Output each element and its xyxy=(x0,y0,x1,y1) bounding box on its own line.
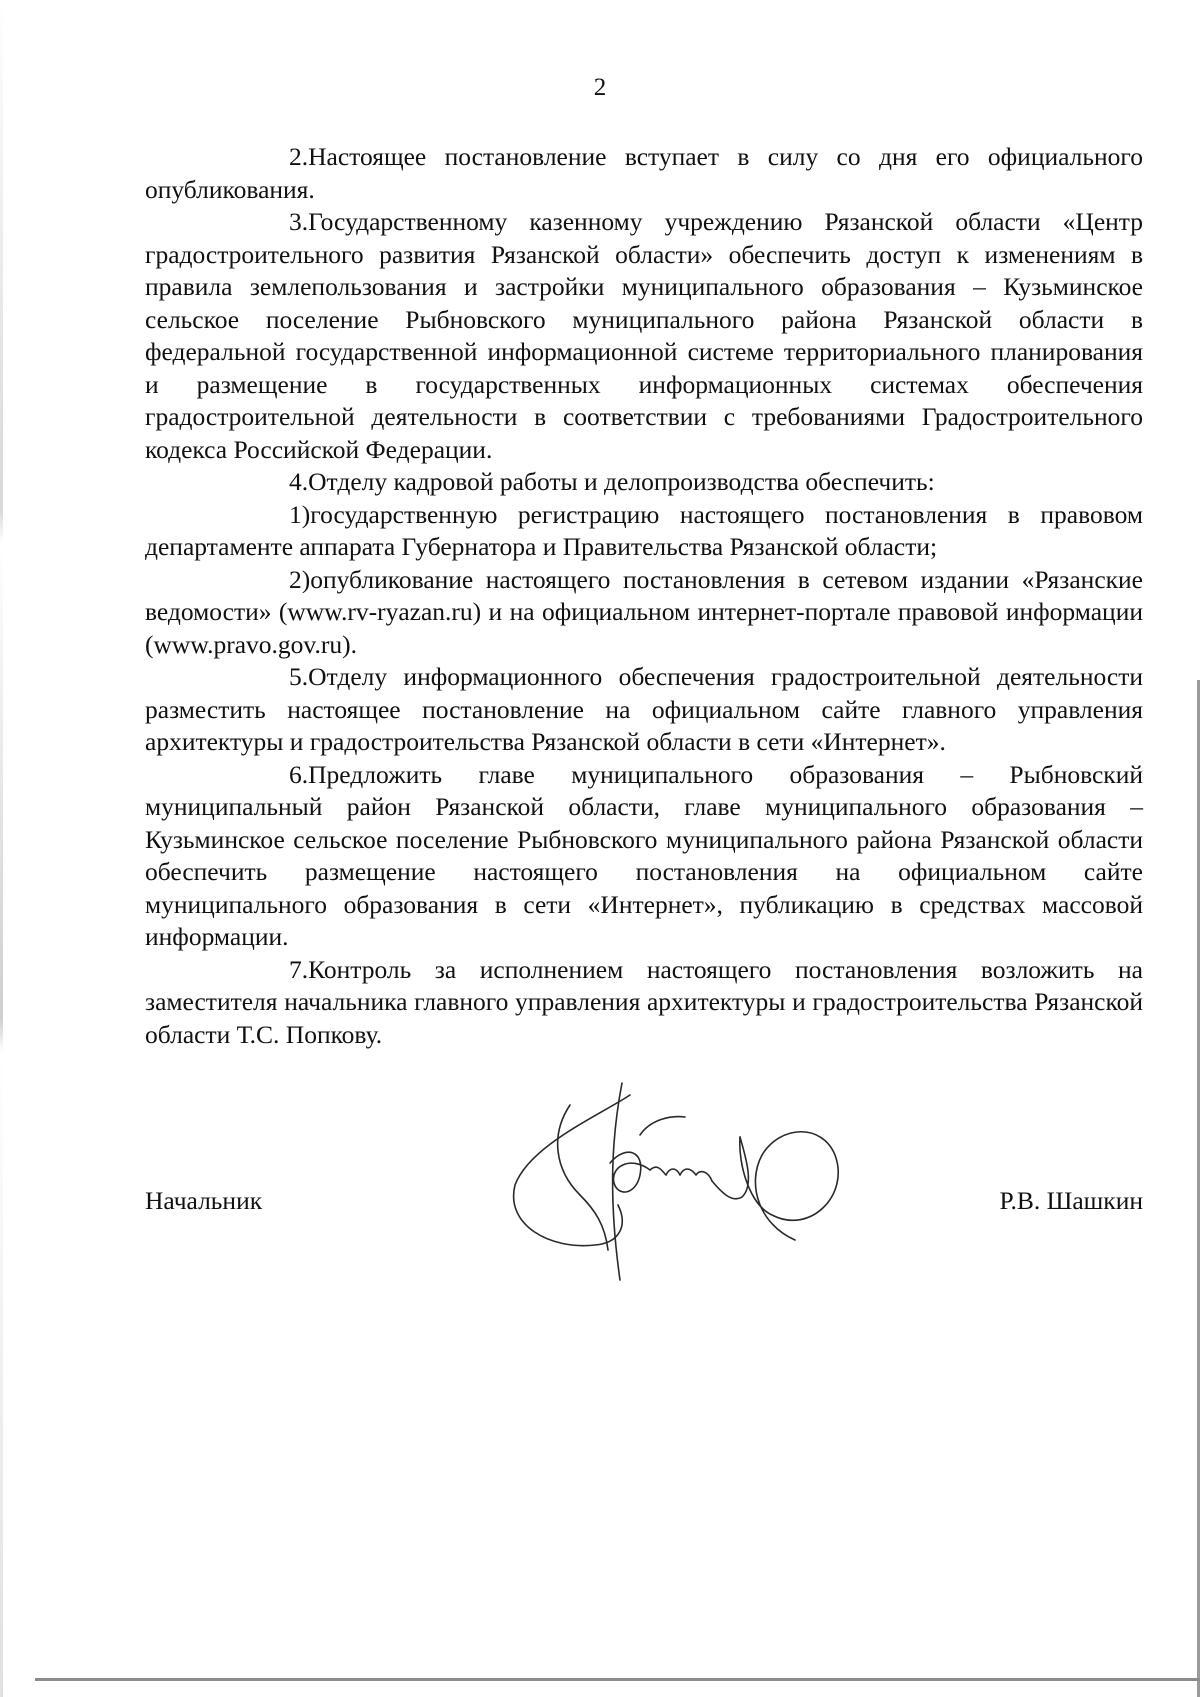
paragraph-text: Отделу кадровой работы и делопроизводства обеспечить: xyxy=(308,467,935,496)
paragraph-text: Предложить главе муниципального образования – Рыбновский муниципальный район Рязанской области, главе муниципального образования – Кузьминское сельское поселение Рыбновского муниципального района Рязанской области обеспечить размещение настоящего постановления на официальном сайте муниципального образования в сети «Интернет», публикацию в средствах массовой информации. xyxy=(145,759,1143,951)
paragraph-number: 6. xyxy=(289,759,309,789)
paragraph-number: 2. xyxy=(289,142,309,171)
paragraph-text: Контроль за исполнением настоящего постановления возложить на заместителя начальника главного управления архитектуры и градостроительства Рязанской области Т.С. Попкову. xyxy=(145,954,1143,1049)
paragraph-6 xyxy=(145,759,1143,954)
paragraph-5 xyxy=(145,661,1143,759)
signer-position: Начальник xyxy=(145,1186,263,1215)
signer-name: Р.В. Шашкин xyxy=(999,1186,1143,1215)
paragraph-text: Настоящее постановление вступает в силу со дня его официального опубликования. xyxy=(145,142,1143,204)
paragraph-text: государственную регистрацию настоящего постановления в правовом департаменте аппарата Губернатора и Правительства Рязанской области; xyxy=(145,499,1143,561)
scan-edge-left xyxy=(0,0,3,1697)
scan-edge-bottom xyxy=(35,1678,1200,1681)
paragraph-3 xyxy=(145,206,1143,466)
paragraph-4 xyxy=(145,466,1143,499)
paragraph-number: 4. xyxy=(289,467,309,496)
paragraph-2 xyxy=(145,141,1143,206)
subparagraph-4-1 xyxy=(145,499,1143,564)
document-body xyxy=(145,141,1143,1051)
paragraph-number: 1) xyxy=(289,499,311,529)
paragraph-number: 3. xyxy=(289,207,309,236)
paragraph-text: Государственному казенному учреждению Рязанской области «Центр градостроительного развития Рязанской области» обеспечить доступ к изменениям в правила землепользования и застройки муниципального образования – Кузьминское сельское поселение Рыбновского муниципального района Рязанской области в федеральной государственной информационной системе территориального планирования и размещение в государственных информационных системах обеспечения градостроительной деятельности в соответствии с требованиями Градостроительного кодекса Российской Федерации. xyxy=(145,207,1143,464)
paragraph-text: опубликование настоящего постановления в сетевом издании «Рязанские ведомости» (www.rv-ryazan.ru) и на официальном интернет-портале правовой информации (www.pravo.gov.ru). xyxy=(145,564,1143,659)
page-number: 2 xyxy=(593,74,607,101)
handwritten-signature xyxy=(510,1075,930,1290)
paragraph-7 xyxy=(145,954,1143,1052)
subparagraph-4-2 xyxy=(145,564,1143,662)
paragraph-number: 5. xyxy=(289,662,309,691)
signature-block xyxy=(145,1185,1143,1225)
paragraph-number: 7. xyxy=(289,954,309,984)
paragraph-text: Отделу информационного обеспечения градостроительной деятельности разместить настоящее постановление на официальном сайте главного управления архитектуры и градостроительства Рязанской области в сети «Интернет». xyxy=(145,662,1143,756)
paragraph-number: 2) xyxy=(289,564,311,594)
